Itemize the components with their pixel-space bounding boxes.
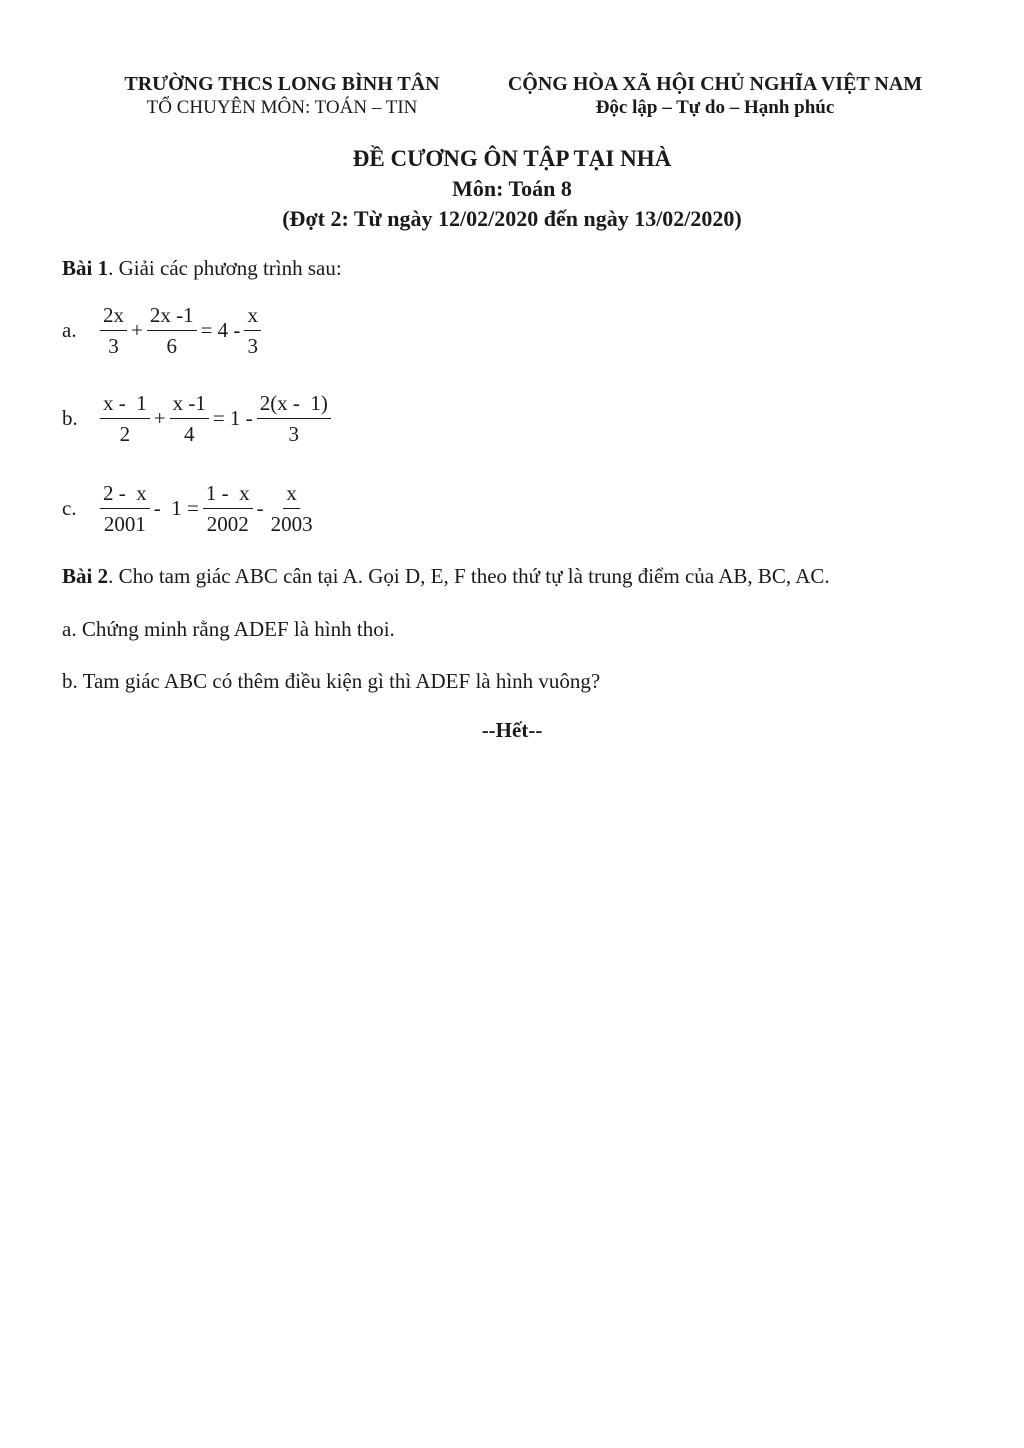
operator: + (153, 405, 166, 430)
denominator: 2002 (206, 511, 249, 536)
denominator: 6 (166, 333, 177, 358)
equation-b (62, 388, 333, 448)
bai2-label: Bài 2 (62, 564, 109, 588)
bai2-part-b: b. Tam giác ABC có thêm điều kiện gì thì ADEF là hình vuông? (62, 669, 601, 693)
bai2-heading (62, 564, 830, 589)
denominator: 3 (247, 333, 258, 358)
denominator: 2001 (103, 511, 146, 536)
title-period: (Đợt 2: Từ ngày 12/02/2020 đến ngày 13/02/2020) (282, 206, 742, 231)
numerator: 2 - x (100, 480, 150, 509)
bai1-text: . Giải các phương trình sau: (108, 256, 342, 280)
equation-label: b. (62, 405, 78, 430)
operator: + (131, 317, 143, 342)
end-mark: --Hết-- (481, 718, 543, 742)
fraction (268, 480, 316, 537)
document-title (0, 144, 1024, 234)
title-main: ĐỀ CƯƠNG ÔN TẬP TẠI NHÀ (352, 146, 672, 171)
title-subject: Môn: Toán 8 (452, 176, 572, 201)
department-name: TỔ CHUYÊN MÔN: TOÁN – TIN (146, 97, 418, 118)
national-header (480, 72, 950, 120)
equation-c (62, 478, 318, 538)
fraction (170, 390, 209, 447)
bai2-part-a: a. Chứng minh rằng ADEF là hình thoi. (62, 617, 395, 641)
equation-a (62, 300, 263, 360)
operator: = 1 - (212, 405, 253, 430)
denominator: 2 (119, 421, 131, 446)
fraction (100, 480, 150, 537)
numerator: x -1 (170, 390, 209, 419)
fraction (100, 390, 150, 447)
numerator: x (244, 302, 261, 331)
fraction (257, 390, 331, 447)
national-motto: Độc lập – Tự do – Hạnh phúc (595, 97, 835, 118)
school-name: TRƯỜNG THCS LONG BÌNH TÂN (124, 73, 440, 95)
denominator: 3 (108, 333, 119, 358)
fraction (100, 302, 127, 359)
numerator: 1 - x (203, 480, 253, 509)
numerator: x - 1 (100, 390, 150, 419)
numerator: 2(x - 1) (257, 390, 331, 419)
fraction (203, 480, 253, 537)
school-header (92, 72, 472, 120)
denominator: 2003 (270, 511, 313, 536)
bai1-label: Bài 1 (62, 256, 109, 280)
bai1-heading (62, 256, 342, 281)
operator: - (256, 495, 264, 520)
fraction (147, 302, 197, 359)
country-name: CỘNG HÒA XÃ HỘI CHỦ NGHĨA VIỆT NAM (507, 73, 923, 95)
operator: = 4 - (200, 317, 241, 342)
operator: - 1 = (153, 495, 199, 520)
denominator: 3 (288, 421, 300, 446)
numerator: 2x (100, 302, 127, 331)
numerator: 2x -1 (147, 302, 197, 331)
numerator: x (283, 480, 300, 509)
denominator: 4 (183, 421, 195, 446)
fraction (244, 302, 261, 359)
bai2-text: . Cho tam giác ABC cân tại A. Gọi D, E, F theo thứ tự là trung điểm của AB, BC, AC. (108, 564, 830, 588)
equation-label: a. (62, 317, 77, 342)
equation-label: c. (62, 495, 77, 520)
